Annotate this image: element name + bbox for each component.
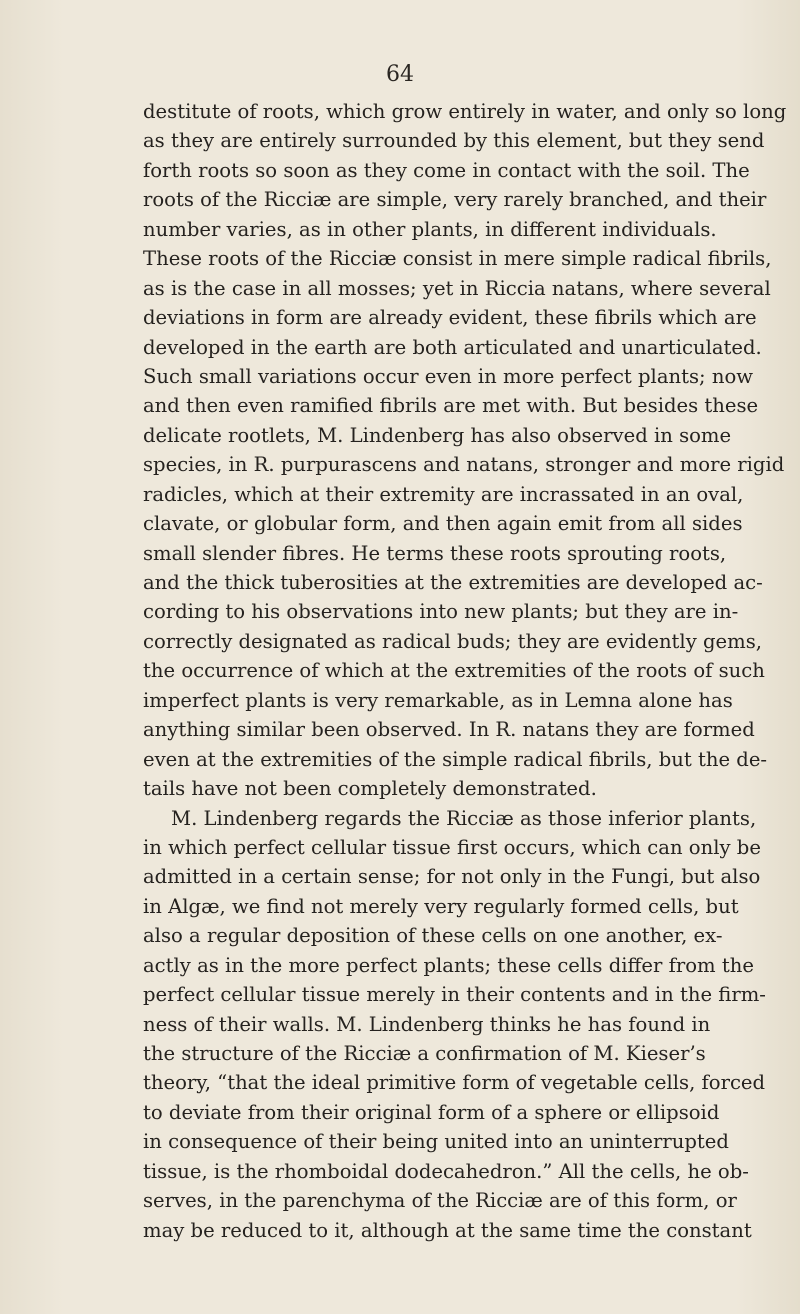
- text-line: Such small variations occur even in more perfect plants; now: [143, 364, 754, 388]
- text-line: imperfect plants is very remarkable, as in Lemna alone has: [143, 688, 733, 712]
- text-line: small slender fibres. He terms these roots sprouting roots,: [143, 541, 727, 565]
- page-number: 64: [386, 62, 414, 87]
- text-line: tissue, is the rhomboidal dodecahedron.” All the cells, he ob-: [143, 1159, 749, 1183]
- text-line: delicate rootlets, M. Lindenberg has also observed in some: [143, 423, 732, 447]
- text-line: forth roots so soon as they come in contact with the soil. The: [143, 158, 750, 182]
- text-line: as they are entirely surrounded by this element, but they send: [143, 129, 765, 153]
- text-line: in consequence of their being united into an uninterrupted: [143, 1130, 729, 1154]
- text-line: destitute of roots, which grow entirely in water, and only so long: [143, 100, 787, 123]
- text-line: number varies, as in other plants, in different individuals.: [143, 217, 717, 241]
- text-line: correctly designated as radical buds; they are evidently gems,: [143, 629, 763, 653]
- text-line: even at the extremities of the simple radical fibrils, but the de-: [143, 747, 768, 771]
- text-line: tails have not been completely demonstrated.: [143, 777, 597, 801]
- text-line: These roots of the Ricciæ consist in mere simple radical fibrils,: [143, 247, 772, 271]
- body-text: [143, 97, 787, 1245]
- text-line: ness of their walls. M. Lindenberg thinks he has found in: [143, 1012, 711, 1036]
- text-line: clavate, or globular form, and then again emit from all sides: [143, 512, 743, 536]
- text-line: also a regular deposition of these cells on one another, ex-: [143, 924, 723, 948]
- text-line: in Algæ, we find not merely very regularly formed cells, but: [143, 894, 739, 918]
- text-line: may be reduced to it, although at the same time the constant: [143, 1218, 752, 1242]
- text-line: serves, in the parenchyma of the Ricciæ are of this form, or: [143, 1189, 737, 1213]
- text-line: species, in R. purpurascens and natans, stronger and more rigid: [143, 453, 785, 477]
- text-line: in which perfect cellular tissue first occurs, which can only be: [143, 835, 761, 859]
- text-line: and then even ramified fibrils are met with. But besides these: [143, 394, 759, 418]
- text-line: developed in the earth are both articulated and unarticulated.: [143, 335, 762, 359]
- text-line: and the thick tuberosities at the extremities are developed ac-: [143, 571, 763, 594]
- text-line: the occurrence of which at the extremities of the roots of such: [143, 659, 765, 683]
- text-line: roots of the Ricciæ are simple, very rarely branched, and their: [143, 188, 767, 212]
- text-line: anything similar been observed. In R. natans they are formed: [143, 718, 755, 742]
- text-line: cording to his observations into new plants; but they are in-: [143, 600, 739, 624]
- text-line: to deviate from their original form of a sphere or ellipsoid: [143, 1100, 720, 1124]
- text-line: radicles, which at their extremity are incrassated in an oval,: [143, 482, 744, 506]
- text-line: the structure of the Ricciæ a confirmation of M. Kieser’s: [143, 1042, 706, 1065]
- text-line: M. Lindenberg regards the Ricciæ as those inferior plants,: [171, 806, 757, 830]
- text-line: deviations in form are already evident, these fibrils which are: [143, 306, 757, 330]
- text-line: admitted in a certain sense; for not only in the Fungi, but also: [143, 865, 761, 889]
- text-line: theory, “that the ideal primitive form of vegetable cells, forced: [143, 1071, 766, 1095]
- text-line: actly as in the more perfect plants; these cells differ from the: [143, 953, 754, 977]
- text-line: perfect cellular tissue merely in their contents and in the firm-: [143, 983, 766, 1007]
- text-line: as is the case in all mosses; yet in Riccia natans, where several: [143, 276, 771, 300]
